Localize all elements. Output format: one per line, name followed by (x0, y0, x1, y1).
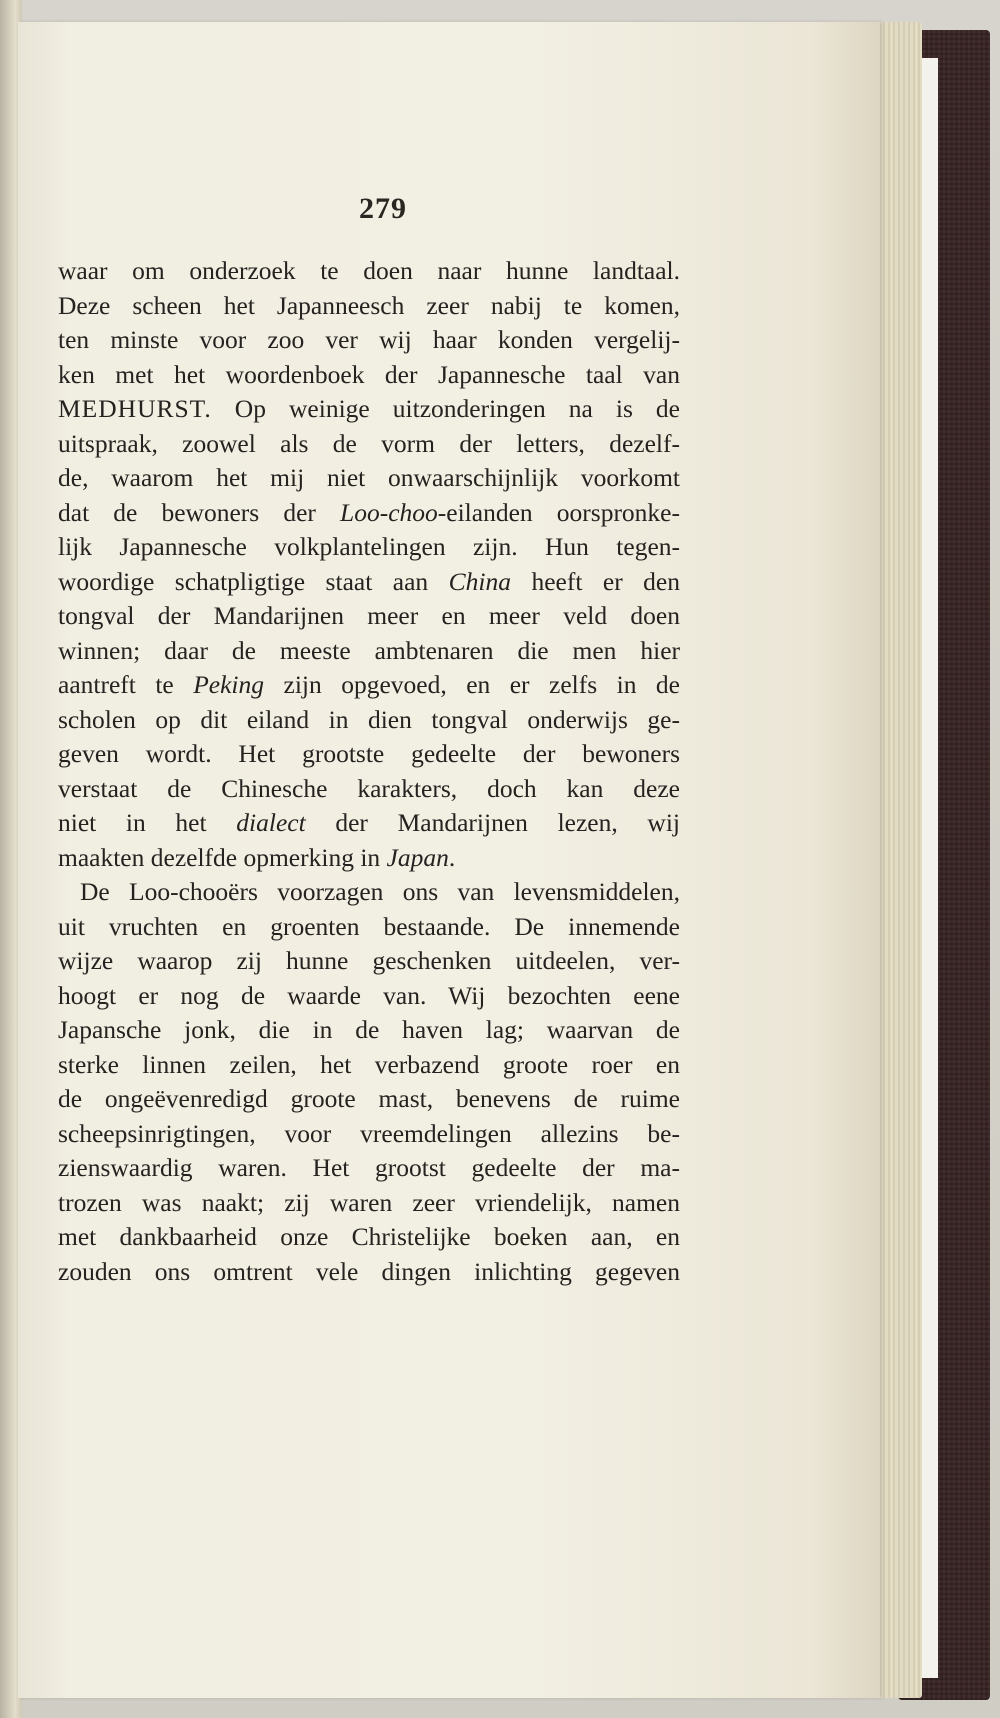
text-line: scheepsinrigtingen, voor vreemdelingen allezins be- (58, 1118, 680, 1148)
italic-term: Japan (386, 842, 449, 872)
text-line: trozen was naakt; zij waren zeer vriendelijk, namen (58, 1187, 680, 1217)
book-page (18, 22, 880, 1698)
text-line: maakten dezelfde opmerking in Japan. (58, 842, 456, 872)
text-line: uit vruchten en groenten bestaande. De innemende (58, 911, 680, 941)
text-line: aantreft te Peking zijn opgevoed, en er zelfs in de (58, 670, 680, 699)
text-line: ken met het woordenboek der Japannesche taal van (58, 359, 680, 389)
text-line: de ongeëvenredigd groote mast, benevens de ruime (58, 1084, 680, 1113)
text-line: ten minste voor zoo ver wij haar konden vergelij- (58, 325, 680, 354)
text-line: sterke linnen zeilen, het verbazend groote roer en (58, 1049, 680, 1079)
text-line: lijk Japannesche volkplantelingen zijn. Hun tegen- (58, 532, 680, 561)
italic-term: China (448, 566, 511, 596)
text-line: niet in het dialect der Mandarijnen lezen, wij (58, 808, 680, 837)
text-line: waar om onderzoek te doen naar hunne landtaal. (58, 256, 680, 285)
italic-term: dialect (236, 808, 306, 837)
text-line: uitspraak, zoowel als de vorm der letters, dezelf- (58, 428, 680, 458)
text-line: winnen; daar de meeste ambtenaren die men hier (58, 635, 680, 665)
text-line: verstaat de Chinesche karakters, doch kan deze (58, 773, 680, 803)
italic-term: Loo-choo (340, 497, 438, 527)
body-text (58, 254, 680, 1289)
text-line: geven wordt. Het grootste gedeelte der bewoners (58, 739, 680, 768)
text-line: Japansche jonk, die in de haven lag; waarvan de (58, 1015, 680, 1044)
text-line: hoogt er nog de waarde van. Wij bezochten eene (58, 980, 680, 1010)
text-line: Deze scheen het Japanneesch zeer nabij te komen, (58, 290, 680, 320)
text-line: met dankbaarheid onze Christelijke boeken aan, en (58, 1222, 680, 1251)
text-line: wijze waarop zij hunne geschenken uitdeelen, ver- (58, 946, 680, 975)
text-line: MEDHURST. Op weinige uitzonderingen na is de (58, 394, 680, 423)
page-number: 279 (359, 192, 407, 225)
text-line: tongval der Mandarijnen meer en meer veld doen (58, 601, 680, 630)
text-line: zouden ons omtrent vele dingen inlichting gegeven (58, 1256, 680, 1286)
text-line: De Loo-chooërs voorzagen ons van levensmiddelen, (80, 877, 680, 906)
italic-term: Peking (193, 670, 265, 699)
text-line: dat de bewoners der Loo-choo-eilanden oorspronke- (58, 497, 680, 527)
text-line: woordige schatpligtige staat aan China heeft er den (58, 566, 680, 596)
author-name: MEDHURST. (58, 394, 212, 423)
text-line: scholen op dit eiland in dien tongval onderwijs ge- (58, 704, 680, 734)
text-line: de, waarom het mij niet onwaarschijnlijk voorkomt (58, 463, 680, 492)
text-line: zienswaardig waren. Het grootst gedeelte der ma- (58, 1153, 680, 1182)
